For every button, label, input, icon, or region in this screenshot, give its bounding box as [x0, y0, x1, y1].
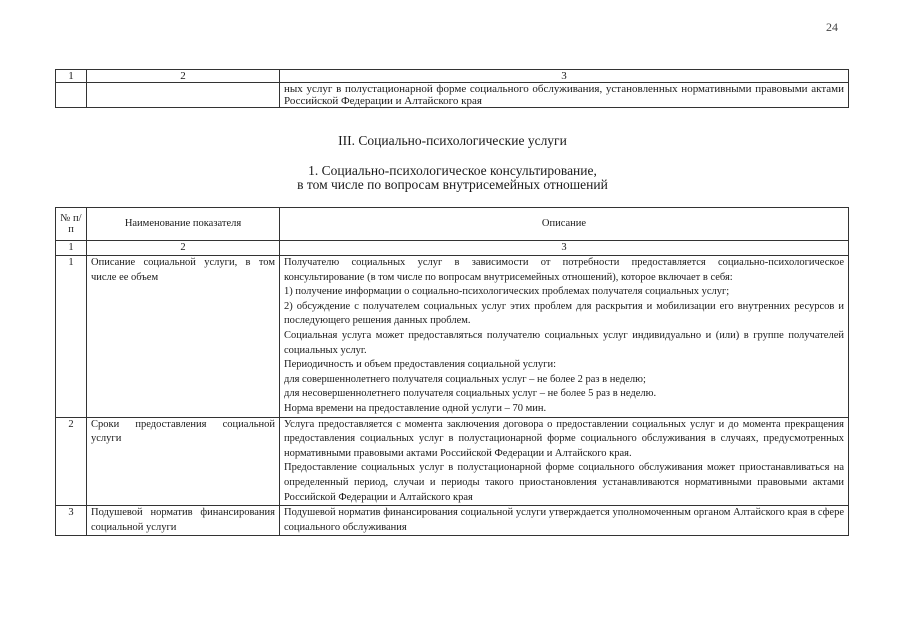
index-cell-2: 2	[87, 241, 280, 256]
table-row	[56, 506, 849, 536]
header-num: № п/п	[56, 208, 87, 241]
row-number: 1	[56, 256, 87, 418]
row-number: 2	[56, 417, 87, 506]
description-paragraph: 1) получение информации о социально-психологических проблемах получателя социальных услуг;	[284, 286, 730, 298]
row-name: Подушевой норматив финансирования социальной услуги	[87, 506, 280, 536]
description-paragraph: Предоставление социальных услуг в полустационарной форме социального обслуживания может приостанавливаться на определенный период, случаи и периоды такого приостановления устанавливаются нормативными правовыми актами Российской Федерации и Алтайского края	[284, 462, 844, 503]
page-number: 24	[826, 20, 838, 34]
description-paragraph: для совершеннолетнего получателя социальных услуг – не более 2 раз в неделю;	[284, 373, 646, 385]
header-desc: Описание	[280, 208, 849, 241]
table-row	[56, 256, 849, 418]
row-number: 3	[56, 506, 87, 536]
table-row	[56, 417, 849, 506]
index-cell-1: 1	[56, 70, 87, 83]
description-paragraph: Получателю социальных услуг в зависимости от потребности предоставляется социально-психологическое консультирование (в том числе по вопросам внутрисемейных отношений), которое включает в себя:	[284, 257, 844, 283]
header-name: Наименование показателя	[87, 208, 280, 241]
row-description	[280, 506, 849, 536]
row-description	[280, 256, 849, 418]
empty-cell	[87, 83, 280, 108]
table-index-row	[56, 241, 849, 256]
description-paragraph: Периодичность и объем предоставления социальной услуги:	[284, 359, 557, 371]
continuation-text: ных услуг в полустационарной форме социального обслуживания, установленных нормативными правовыми актами Российской Федерации и Алтайского края	[280, 83, 849, 108]
continuation-table	[55, 69, 849, 108]
index-cell-1: 1	[56, 241, 87, 256]
services-table	[55, 207, 849, 536]
row-name: Сроки предоставления социальной услуги	[87, 417, 280, 506]
table-header-row	[56, 208, 849, 241]
description-paragraph: Подушевой норматив финансирования социальной услуги утверждается уполномоченным органом Алтайского края в сфере социального обслуживания	[284, 507, 844, 533]
description-paragraph: 2) обсуждение с получателем социальных услуг этих проблем для раскрытия и мобилизации его внутренних ресурсов и последующего решения данных проблем.	[284, 300, 844, 327]
table-index-row	[56, 70, 849, 83]
row-name: Описание социальной услуги, в том числе ее объем	[87, 256, 280, 418]
subsection-title-line: 1. Социально-психологическое консультирование,	[308, 163, 597, 178]
description-paragraph: Социальная услуга может предоставляться получателю социальных услуг индивидуально и (или) в группе получателей социальных услуг.	[284, 329, 844, 356]
empty-cell	[56, 83, 87, 108]
index-cell-3: 3	[280, 241, 849, 256]
index-cell-2: 2	[87, 70, 280, 83]
subsection-title-line: в том числе по вопросам внутрисемейных отношений	[297, 177, 608, 192]
description-paragraph: Услуга предоставляется с момента заключения договора о предоставлении социальных услуг и до момента прекращения предоставления социальных услуг в полустационарной форме социального обслуживания в случаях, предусмотренных нормативными правовыми актами Российской Федерации и Алтайского края.	[284, 418, 844, 459]
section-title: III. Социально-психологические услуги	[338, 133, 567, 148]
index-cell-3: 3	[280, 70, 849, 83]
table-row	[56, 83, 849, 108]
row-description	[280, 417, 849, 506]
subsection-title	[0, 164, 905, 192]
description-paragraph: Норма времени на предоставление одной услуги – 70 мин.	[284, 402, 547, 414]
description-paragraph: для несовершеннолетнего получателя социальных услуг – не более 5 раз в неделю.	[284, 388, 657, 400]
